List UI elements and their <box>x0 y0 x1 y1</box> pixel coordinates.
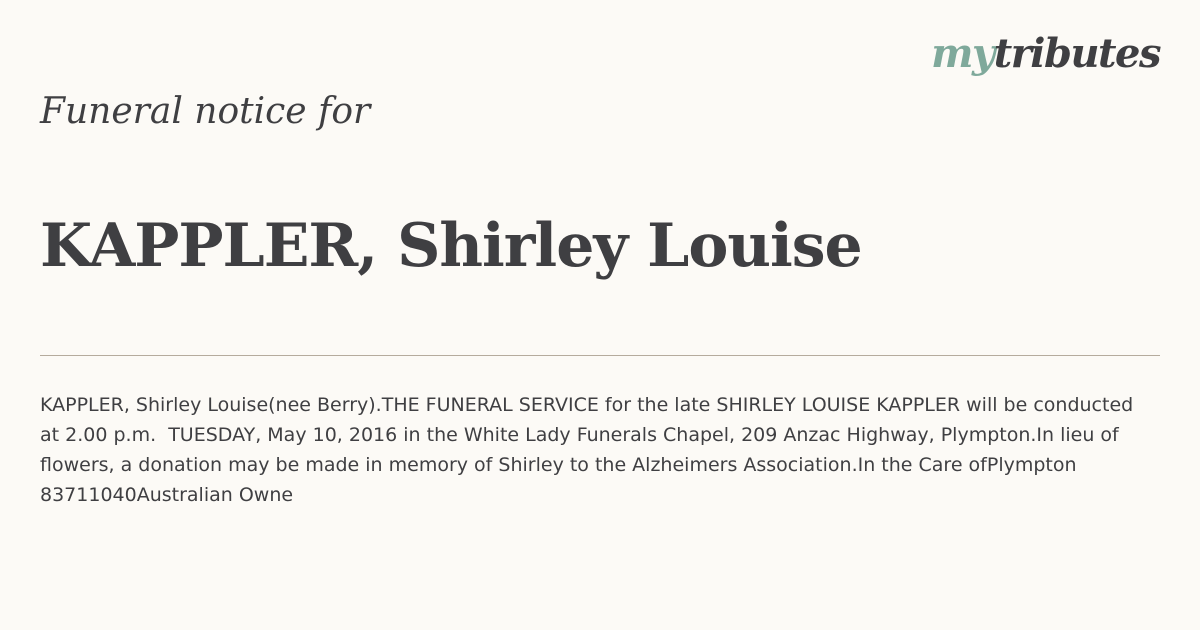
logo-my: my <box>931 30 994 77</box>
section-divider <box>40 355 1160 356</box>
deceased-name: KAPPLER, Shirley Louise <box>40 211 862 281</box>
notice-kicker: Funeral notice for <box>40 91 371 132</box>
mytributes-logo[interactable] <box>931 30 1160 77</box>
notice-body: KAPPLER, Shirley Louise(nee Berry).THE FUNERAL SERVICE for the late SHIRLEY LOUISE KAPPLER will be conducted at 2.00 p.m. TUESDAY, May 10, 2016 in the White Lady Funerals Chapel, 209 Anzac Highway, Plympton.In lieu of flowers, a donation may be made in memory of Shirley to the Alzheimers Association.In the Care ofPlympton 83711040Australian Owne <box>40 394 1140 506</box>
logo-tributes: tributes <box>993 30 1160 77</box>
